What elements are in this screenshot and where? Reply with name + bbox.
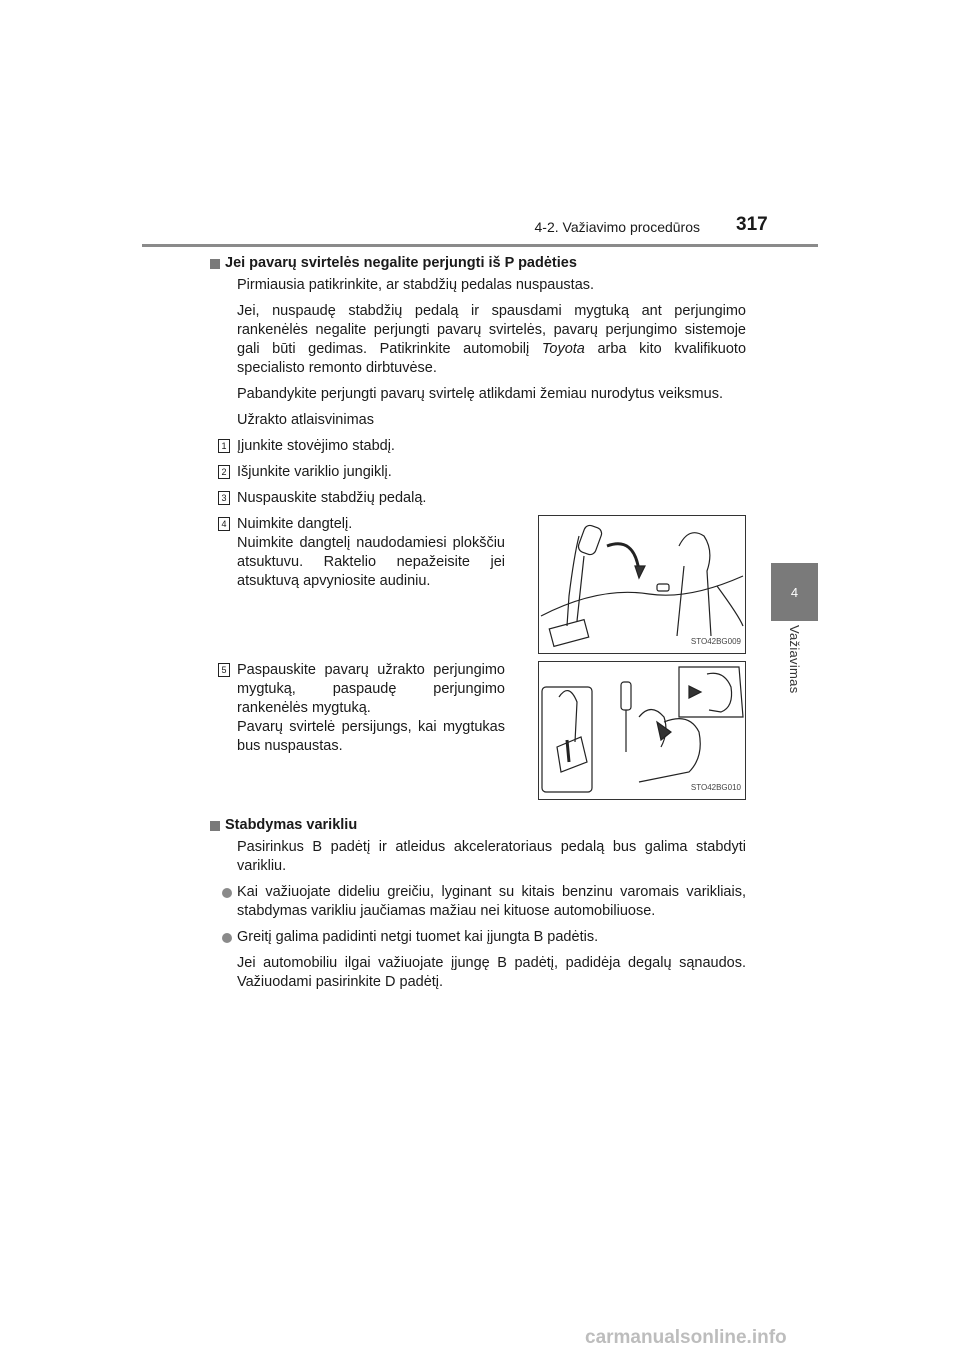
shift-lock-release-illustration	[538, 661, 746, 800]
paragraph: Jei, nuspaudę stabdžių pedalą ir spausdami mygtuką ant perjungimo rankenėlės negalite perjungti pavarų svirtelės, pavarų perjungimo sistemoje gali būti gedimas. Patikrinkite automobilį Toyota arba kito kvalifikuoto specialisto remonto dirbtuvėse.	[237, 303, 747, 376]
step-number: 5	[218, 663, 230, 677]
step-4: 4 Nuimkite dangtelį. Nuimkite dangtelį naudodamiesi plokščiu atsuktuvu. Raktelio nepažeisite jei atsuktuvą apvyniosite audiniu. STO42BG009	[210, 515, 746, 654]
page-number: 317	[736, 214, 768, 235]
chapter-tab: 4	[771, 563, 818, 621]
chapter-tab-label: Važiavimas	[787, 625, 802, 694]
square-bullet-icon	[210, 821, 220, 831]
bullet-dot-icon	[222, 933, 232, 943]
paragraph: Pasirinkus B padėtį ir atleidus akceleratoriaus pedalą bus galima stabdyti varikliu.	[237, 839, 746, 874]
step-5: 5 Paspauskite pavarų užrakto perjungimo mygtuką, paspaudę perjungimo rankenėlės mygtuką. Pavarų svirtelė persijungs, kai mygtukas bus nuspaustas. STO42BG010	[210, 661, 746, 800]
step-3: 3 Nuspauskite stabdžių pedalą.	[210, 489, 746, 508]
step-number: 3	[218, 491, 230, 505]
section-heading: Jei pavarų svirtelės negalite perjungti iš P padėties	[210, 254, 746, 273]
paragraph: Pirmiausia patikrinkite, ar stabdžių pedalas nuspaustas.	[237, 277, 595, 293]
bullet-item: Kai važiuojate dideliu greičiu, lyginant su kitais benzinu varomais varikliais, stabdymas varikliu jaučiamas mažiau nei kituose automobiliuose.	[210, 883, 746, 921]
header-rule	[142, 244, 818, 247]
paragraph: Pabandykite perjungti pavarų svirtelę atlikdami žemiau nurodytus veiksmus.	[237, 386, 723, 402]
bullet-dot-icon	[222, 888, 232, 898]
paragraph: Jei automobiliu ilgai važiuojate įjungę B padėtį, padidėja degalų sąnaudos. Važiuodami pasirinkite D padėtį.	[237, 955, 746, 990]
page-content	[210, 254, 746, 992]
step-number: 1	[218, 439, 230, 453]
step-2: 2 Išjunkite variklio jungiklį.	[210, 463, 746, 482]
section-title: 4-2. Važiavimo procedūros	[534, 219, 700, 235]
figure-code: STO42BG009	[690, 637, 741, 646]
step-1: 1 Įjunkite stovėjimo stabdį.	[210, 437, 746, 456]
square-bullet-icon	[210, 259, 220, 269]
step-number: 4	[218, 517, 230, 531]
watermark: carmanualsonline.info	[585, 1327, 787, 1348]
figure-code: STO42BG010	[690, 783, 741, 792]
brand-name: Toyota	[541, 341, 585, 357]
paragraph: Užrakto atlaisvinimas	[237, 412, 374, 428]
step-number: 2	[218, 465, 230, 479]
bullet-item: Greitį galima padidinti netgi tuomet kai įjungta B padėtis.	[210, 928, 746, 947]
cover-removal-illustration	[538, 515, 746, 654]
section-heading: Stabdymas varikliu	[210, 816, 746, 835]
